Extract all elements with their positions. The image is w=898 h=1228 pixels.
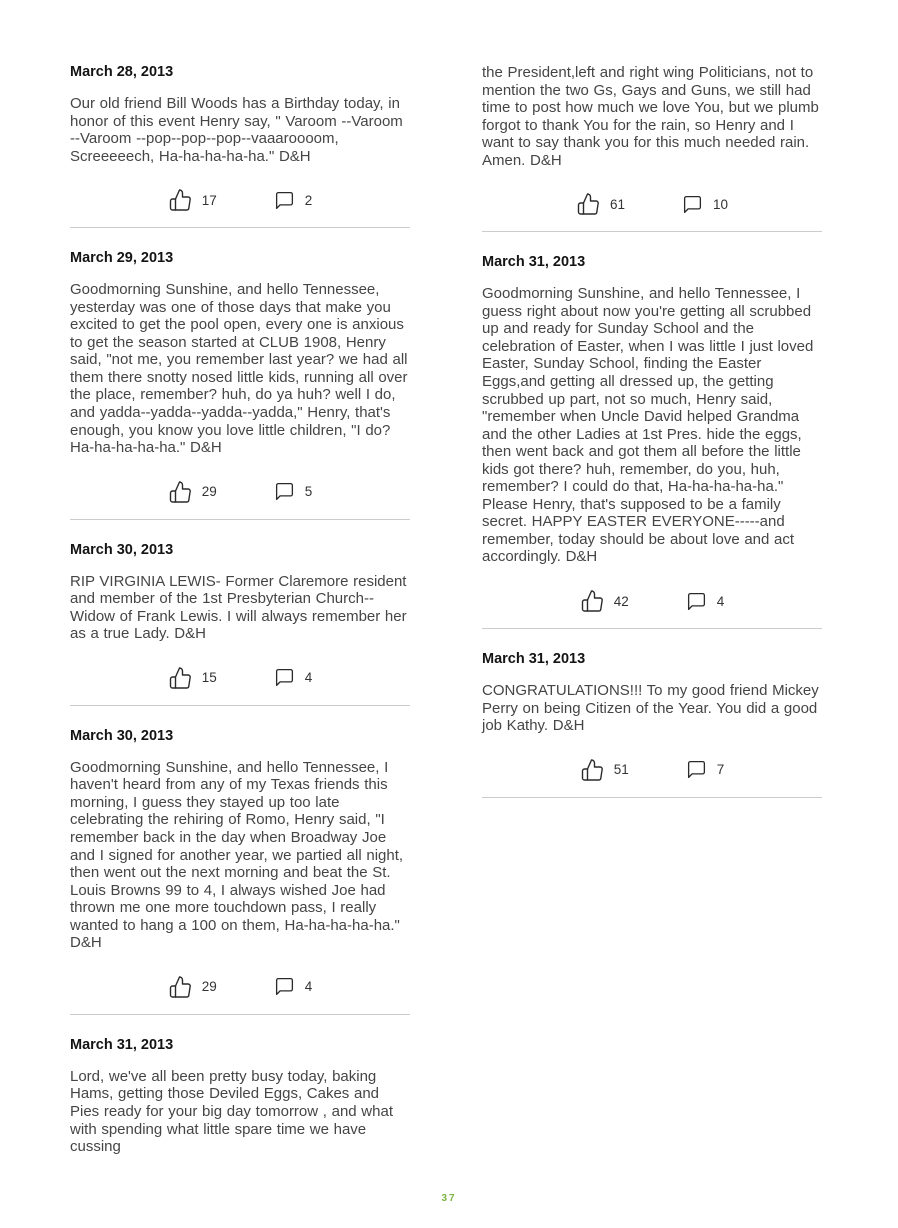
thumbs-up-icon — [168, 975, 193, 999]
post-divider — [70, 1014, 410, 1015]
comment-count: 5 — [304, 484, 313, 500]
like-group — [168, 480, 217, 504]
reactions-row — [482, 190, 822, 231]
like-count: 42 — [613, 593, 629, 609]
post-divider — [70, 519, 410, 520]
comment-count: 7 — [716, 762, 725, 778]
post — [70, 728, 410, 1015]
post-body: Goodmorning Sunshine, and hello Tennessee, I haven't heard from any of my Texas friends this morning, I guess they stayed up too late celebrating the rehiring of Romo, Henry said, "I remember back in the day when Broadway Joe and I signed for another year, we partied all night, then went out the next morning and beat the St. Louis Browns 99 to 4, I always wished Joe had thrown me one more touchdown pass, I really wanted to hang a 100 on them, Ha-ha-ha-ha-ha." D&H — [70, 758, 404, 952]
post-date: March 31, 2013 — [482, 651, 586, 668]
like-count: 61 — [609, 196, 625, 212]
page-number: 37 — [441, 1193, 457, 1204]
post-divider — [70, 227, 410, 228]
post-date: March 30, 2013 — [70, 541, 174, 558]
post-body: Lord, we've all been pretty busy today, baking Hams, getting those Deviled Eggs, Cakes and Pies ready for your big day tomorrow , and what with spending what little spare time we have cussing — [70, 1067, 393, 1156]
like-count: 17 — [201, 192, 217, 208]
like-group — [580, 758, 629, 782]
like-group — [168, 975, 217, 999]
thumbs-up-icon — [576, 192, 601, 216]
thumbs-up-icon — [580, 589, 605, 613]
comment-count: 4 — [716, 593, 725, 609]
comment-group — [273, 481, 313, 502]
reactions-row — [482, 756, 822, 797]
post — [482, 651, 822, 798]
post — [70, 64, 410, 228]
comment-group — [685, 591, 725, 612]
thumbs-up-icon — [168, 188, 193, 212]
post — [70, 250, 410, 519]
comment-bubble-icon — [681, 194, 704, 215]
comment-group — [681, 194, 728, 215]
post-body: Our old friend Bill Woods has a Birthday today, in honor of this event Henry say, " Varoom --Varoom --Varoom --pop--pop--pop--vaaaroooom, Screeeeech, Ha-ha-ha-ha-ha." D&H — [70, 95, 403, 165]
thumbs-up-icon — [168, 666, 193, 690]
post-body: RIP VIRGINIA LEWIS- Former Claremore resident and member of the 1st Presbyterian Church-- Widow of Frank Lewis. I will always remember her as a true Lady. D&H — [70, 572, 407, 643]
comment-count: 4 — [304, 670, 313, 686]
post-divider — [482, 231, 822, 232]
like-group — [168, 666, 217, 690]
like-group — [576, 192, 625, 216]
post-divider — [482, 628, 822, 629]
post-date: March 30, 2013 — [70, 727, 174, 744]
comment-count: 10 — [713, 196, 729, 212]
like-count: 51 — [613, 762, 629, 778]
like-group — [168, 188, 217, 212]
comment-count: 4 — [304, 979, 313, 995]
post — [70, 1037, 410, 1156]
post — [482, 64, 822, 232]
post-date: March 31, 2013 — [70, 1036, 174, 1053]
comment-group — [273, 667, 313, 688]
post — [70, 542, 410, 706]
reactions-row — [70, 973, 410, 1014]
post-body: CONGRATULATIONS!!! To my good friend Mickey Perry on being Citizen of the Year. You did a good job Kathy. D&H — [482, 682, 819, 735]
comment-bubble-icon — [273, 976, 296, 997]
comment-bubble-icon — [685, 591, 708, 612]
comment-group — [273, 976, 313, 997]
comment-group — [685, 759, 725, 780]
reactions-row — [70, 664, 410, 705]
post-body: Goodmorning Sunshine, and hello Tennessee, yesterday was one of those days that make you excited to get the pool open, every one is anxious to get the season started at CLUB 1908, Henry said, "not me, you remember last year? we had all them there snotty nosed little kids, running all over the place, remember? huh, do ya huh? well I do, and yadda--yadda--yadda--yadda," Henry, that's enough, you know you love little children, "I do? Ha-ha-ha-ha-ha." D&H — [70, 281, 408, 457]
thumbs-up-icon — [580, 758, 605, 782]
post-divider — [70, 705, 410, 706]
comment-count: 2 — [304, 192, 313, 208]
comment-bubble-icon — [685, 759, 708, 780]
comment-bubble-icon — [273, 190, 296, 211]
right-column — [482, 64, 822, 1177]
like-count: 15 — [201, 670, 217, 686]
like-count: 29 — [201, 484, 217, 500]
thumbs-up-icon — [168, 480, 193, 504]
post-date: March 28, 2013 — [70, 64, 174, 80]
reactions-row — [70, 478, 410, 519]
post-date: March 31, 2013 — [482, 254, 586, 271]
reactions-row — [70, 186, 410, 227]
post-divider — [482, 797, 822, 798]
post — [482, 254, 822, 629]
like-group — [580, 589, 629, 613]
comment-group — [273, 190, 313, 211]
post-date: March 29, 2013 — [70, 250, 174, 267]
comment-bubble-icon — [273, 481, 296, 502]
post-body: Goodmorning Sunshine, and hello Tennessee, I guess right about now you're getting all scrubbed up and ready for Sunday School and the celebration of Easter, when I was little I just loved Easter, Sunday School, finding the Easter Eggs,and getting all dressed up, the getting scrubbed up part, not so much, Henry said, "remember when Uncle David helped Grandma and the other Ladies at 1st Pres. hide the eggs, then went back and got them all before the little kids got there? huh, remember, do you, huh, remember? I could do that, Ha-ha-ha-ha-ha." Please Henry, that's supposed to be a family secret. HAPPY EASTER EVERYONE-----and remember, today should be about love and act accordingly. D&H — [482, 285, 814, 566]
comment-bubble-icon — [273, 667, 296, 688]
like-count: 29 — [201, 979, 217, 995]
left-column — [70, 64, 410, 1177]
post-body: the President,left and right wing Politicians, not to mention the two Gs, Gays and Guns, we still had time to post how much we love You, but we plumb forgot to thank You for the rain, so Henry and I want to say thank you for this much needed rain. Amen. D&H — [482, 64, 819, 169]
reactions-row — [482, 587, 822, 628]
